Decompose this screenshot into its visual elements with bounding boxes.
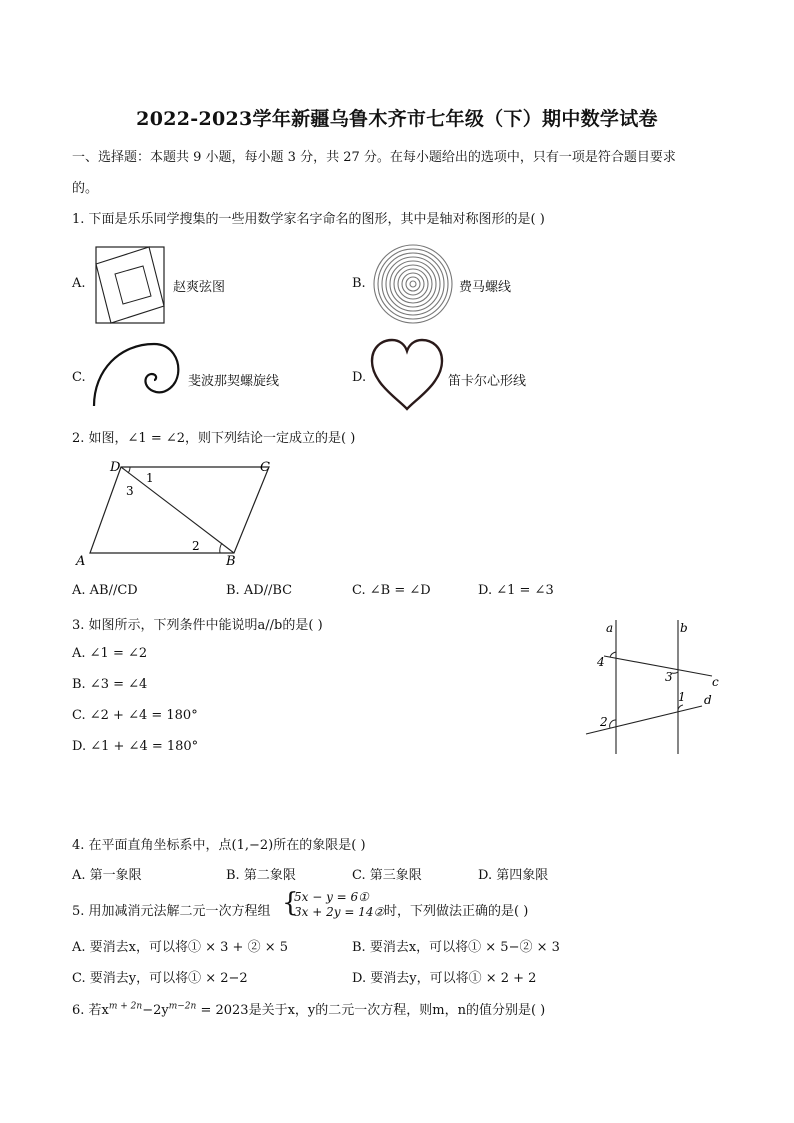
q3-option-a: A. ∠1 = ∠2 xyxy=(72,646,148,661)
question-4-stem: 4. 在平面直角坐标系中，点(1,−2)所在的象限是( ) xyxy=(72,838,366,853)
angle-3-label: 3 xyxy=(126,484,134,498)
angle-3-label: 3 xyxy=(665,670,673,684)
q1-option-b-letter: B. xyxy=(352,276,366,291)
q5-option-a: A. 要消去x，可以将① × 3 + ② × 5 xyxy=(72,940,288,955)
q1-option-a-caption: 赵爽弦图 xyxy=(173,280,226,295)
cardioid-heart-diagram xyxy=(368,337,446,413)
q1-option-c-letter: C. xyxy=(72,370,86,385)
page-title: 2022-2023学年新疆乌鲁木齐市七年级（下）期中数学试卷 xyxy=(136,108,658,130)
q6-exponent-1: m + 2n xyxy=(108,1001,143,1012)
q1-option-c-caption: 斐波那契螺旋线 xyxy=(188,374,280,389)
question-5-stem-prefix: 5. 用加减消元法解二元一次方程组 xyxy=(72,904,271,919)
q3-option-c: C. ∠2 + ∠4 = 180° xyxy=(72,708,198,723)
angle-2-label: 2 xyxy=(600,715,608,729)
question-2-stem: 2. 如图，∠1 = ∠2，则下列结论一定成立的是( ) xyxy=(72,431,356,446)
q3-option-d: D. ∠1 + ∠4 = 180° xyxy=(72,739,199,754)
vertex-d-label: D xyxy=(110,460,121,475)
q4-option-d: D. 第四象限 xyxy=(478,868,549,883)
q1-option-d-caption: 笛卡尔心形线 xyxy=(448,374,527,389)
angle-2-label: 2 xyxy=(192,539,200,553)
q4-option-a: A. 第一象限 xyxy=(72,868,142,883)
line-d-label: d xyxy=(704,693,712,707)
q5-option-b: B. 要消去x，可以将① × 5−② × 3 xyxy=(352,940,560,955)
q2-option-d: D. ∠1 = ∠3 xyxy=(478,583,554,598)
zhao-shuang-diagram xyxy=(95,246,165,324)
q2-option-a: A. AB//CD xyxy=(72,583,138,598)
q5-option-c: C. 要消去y，可以将① × 2−2 xyxy=(72,971,248,986)
question-6-stem xyxy=(72,999,545,1018)
q1-option-a-letter: A. xyxy=(72,276,86,291)
equation-2: 3x + 2y = 14② xyxy=(294,905,385,919)
fermat-spiral-diagram xyxy=(372,243,454,325)
angle-4-label: 4 xyxy=(597,655,605,669)
q6-suffix: = 2023是关于x，y的二元一次方程，则m，n的值分别是( ) xyxy=(196,1003,546,1018)
q4-option-c: C. 第三象限 xyxy=(352,868,422,883)
question-3-stem: 3. 如图所示，下列条件中能说明a//b的是( ) xyxy=(72,618,323,633)
line-c-label: c xyxy=(712,675,719,689)
equation-system-brace: { xyxy=(282,888,299,918)
q6-mid: −2y xyxy=(142,1003,169,1018)
section-heading-cont: 的。 xyxy=(72,181,99,196)
q1-option-d-letter: D. xyxy=(352,370,367,385)
q5-option-d: D. 要消去y，可以将① × 2 + 2 xyxy=(352,971,537,986)
q6-exponent-2: m−2n xyxy=(168,1001,197,1012)
parallel-lines-figure xyxy=(584,616,724,756)
q1-option-b-caption: 费马螺线 xyxy=(459,280,512,295)
q4-option-b: B. 第二象限 xyxy=(226,868,296,883)
question-5-stem-suffix: 时，下列做法正确的是( ) xyxy=(384,904,529,919)
q6-prefix: 6. 若x xyxy=(72,1003,109,1018)
line-b-label: b xyxy=(680,621,688,635)
vertex-b-label: B xyxy=(226,554,236,569)
angle-1-label: 1 xyxy=(146,471,154,485)
equation-1: 5x − y = 6① xyxy=(294,890,369,904)
fibonacci-spiral-diagram xyxy=(90,340,182,410)
q3-option-b: B. ∠3 = ∠4 xyxy=(72,677,148,692)
line-a-label: a xyxy=(606,621,614,635)
question-1-stem: 1. 下面是乐乐同学搜集的一些用数学家名字命名的图形，其中是轴对称图形的是( ) xyxy=(72,212,545,227)
q2-option-c: C. ∠B = ∠D xyxy=(352,583,431,598)
parallelogram-figure xyxy=(72,455,282,570)
vertex-a-label: A xyxy=(76,554,86,569)
angle-1-label: 1 xyxy=(678,690,686,704)
section-heading: 一、选择题：本题共 9 小题，每小题 3 分，共 27 分。在每小题给出的选项中，只有一项是符合题目要求 xyxy=(72,150,676,165)
q2-option-b: B. AD//BC xyxy=(226,583,293,598)
vertex-c-label: C xyxy=(260,460,270,475)
